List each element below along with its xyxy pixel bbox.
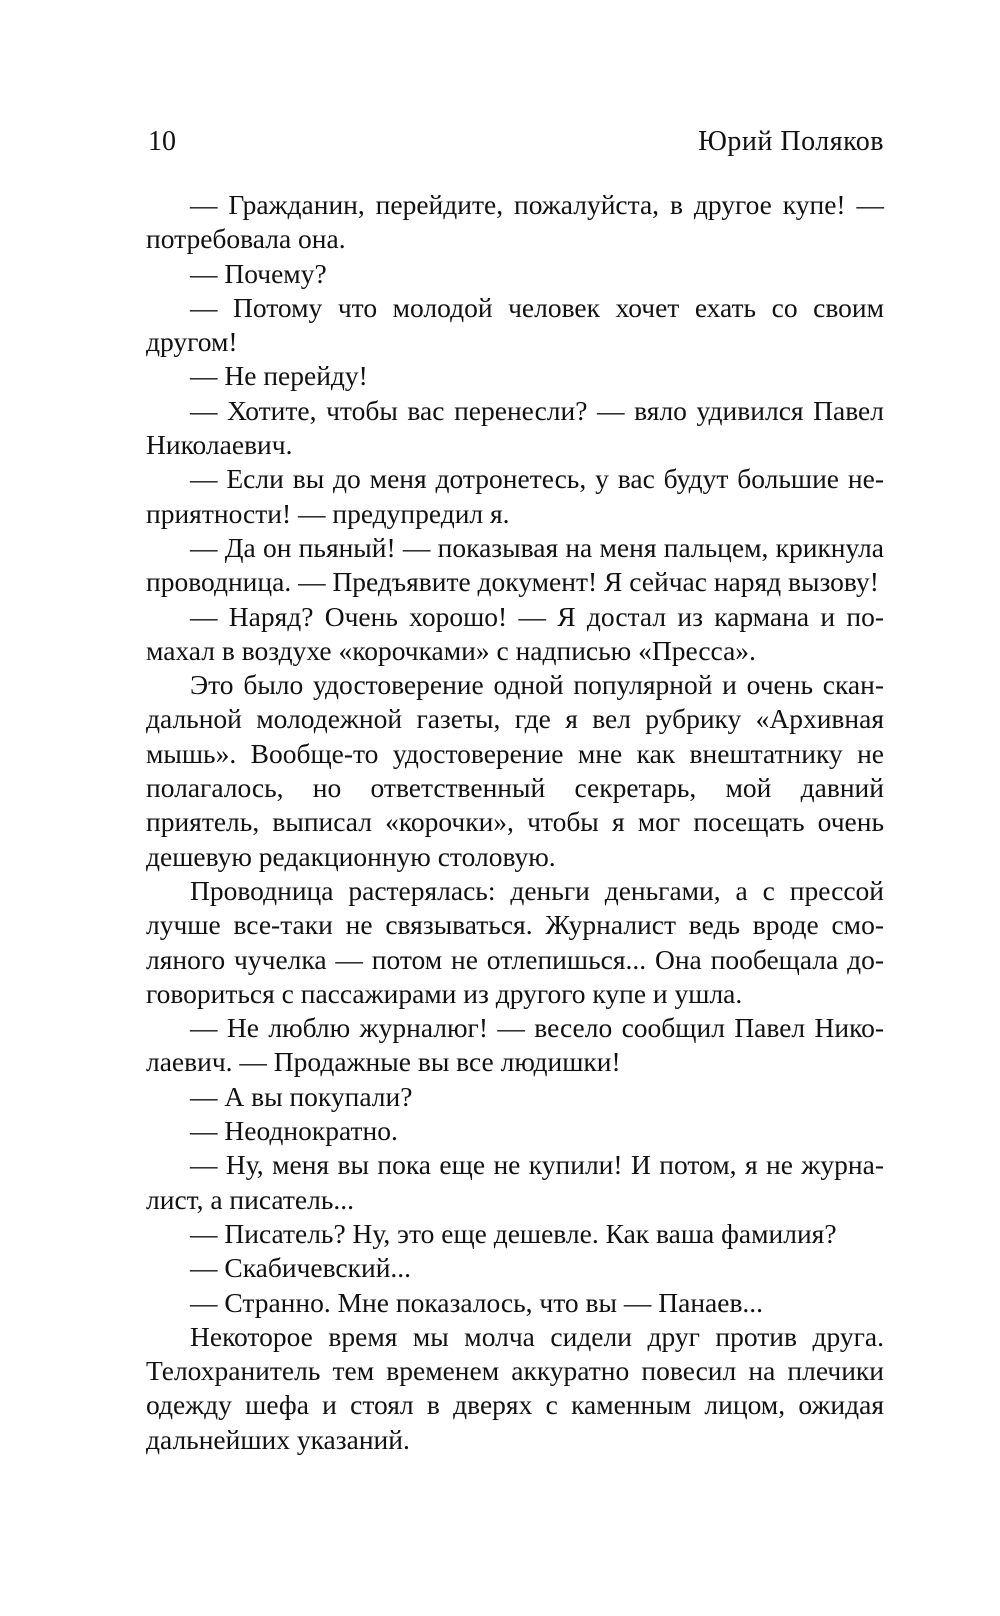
dialogue-line: — Потому что молодой человек хочет ехать со своим другом!	[146, 291, 884, 358]
page-header	[148, 122, 884, 162]
dialogue-line: — Писатель? Ну, это еще дешевле. Как ваша фамилия?	[190, 1217, 837, 1249]
dialogue-line: — Не люблю журналюг! — весело сообщил Павел Николаевич. — Продажные вы все людишки!	[146, 1012, 884, 1078]
narrative-paragraph: Проводница растерялась: деньги деньгами, а с прессой лучше все-таки не связываться. Журналист ведь вроде смоляного чучелка — потом не отлепишься... Она пообещала договориться с пассажирами из другого купе и ушла.	[146, 874, 884, 1009]
narrative-paragraph: Это было удостоверение одной популярной и очень скандальной молодежной газеты, где я вел рубрику «Архивная мышь». Вообще-то удостоверение мне как внештатнику не полагалось, но ответственный секретарь, мой давний приятель, выписал «корочки», чтобы я мог посещать очень дешевую редакционную столовую.	[146, 669, 884, 872]
running-head-author: Юрий Поляков	[698, 126, 884, 157]
dialogue-line: — Неоднократно.	[190, 1115, 398, 1147]
dialogue-line: — Почему?	[190, 257, 327, 289]
narrative-paragraph: Некоторое время мы молча сидели друг против друга. Телохранитель тем временем аккуратно повесил на плечики одежду шефа и стоял в дверях с каменным лицом, ожидая дальнейших указаний.	[146, 1320, 884, 1455]
dialogue-line: — Наряд? Очень хорошо! — Я достал из кармана и помахал в воздухе «корочками» с надписью «Пресса».	[146, 600, 884, 666]
dialogue-line: — Гражданин, перейдите, пожалуйста, в другое купе! — потребовала она.	[146, 189, 884, 255]
dialogue-line: — Скабичевский...	[190, 1252, 412, 1284]
dialogue-line: — Ну, меня вы пока еще не купили! И потом, я не журналист, а писатель...	[146, 1149, 884, 1215]
dialogue-line: — Если вы до меня дотронетесь, у вас будут большие неприятности! — предупредил я.	[146, 463, 884, 529]
dialogue-line: — Не перейду!	[190, 360, 368, 392]
dialogue-line: — Странно. Мне показалось, что вы — Панаев...	[190, 1286, 764, 1318]
page-number: 10	[148, 126, 176, 157]
dialogue-line: — Да он пьяный! — показывая на меня пальцем, крикнула проводница. — Предъявите документ! Я сейчас наряд вызову!	[146, 531, 884, 598]
body-text	[146, 188, 884, 1457]
dialogue-line: — Хотите, чтобы вас перенесли? — вяло удивился Павел Николаевич.	[146, 394, 884, 461]
dialogue-line: — А вы покупали?	[190, 1080, 413, 1112]
